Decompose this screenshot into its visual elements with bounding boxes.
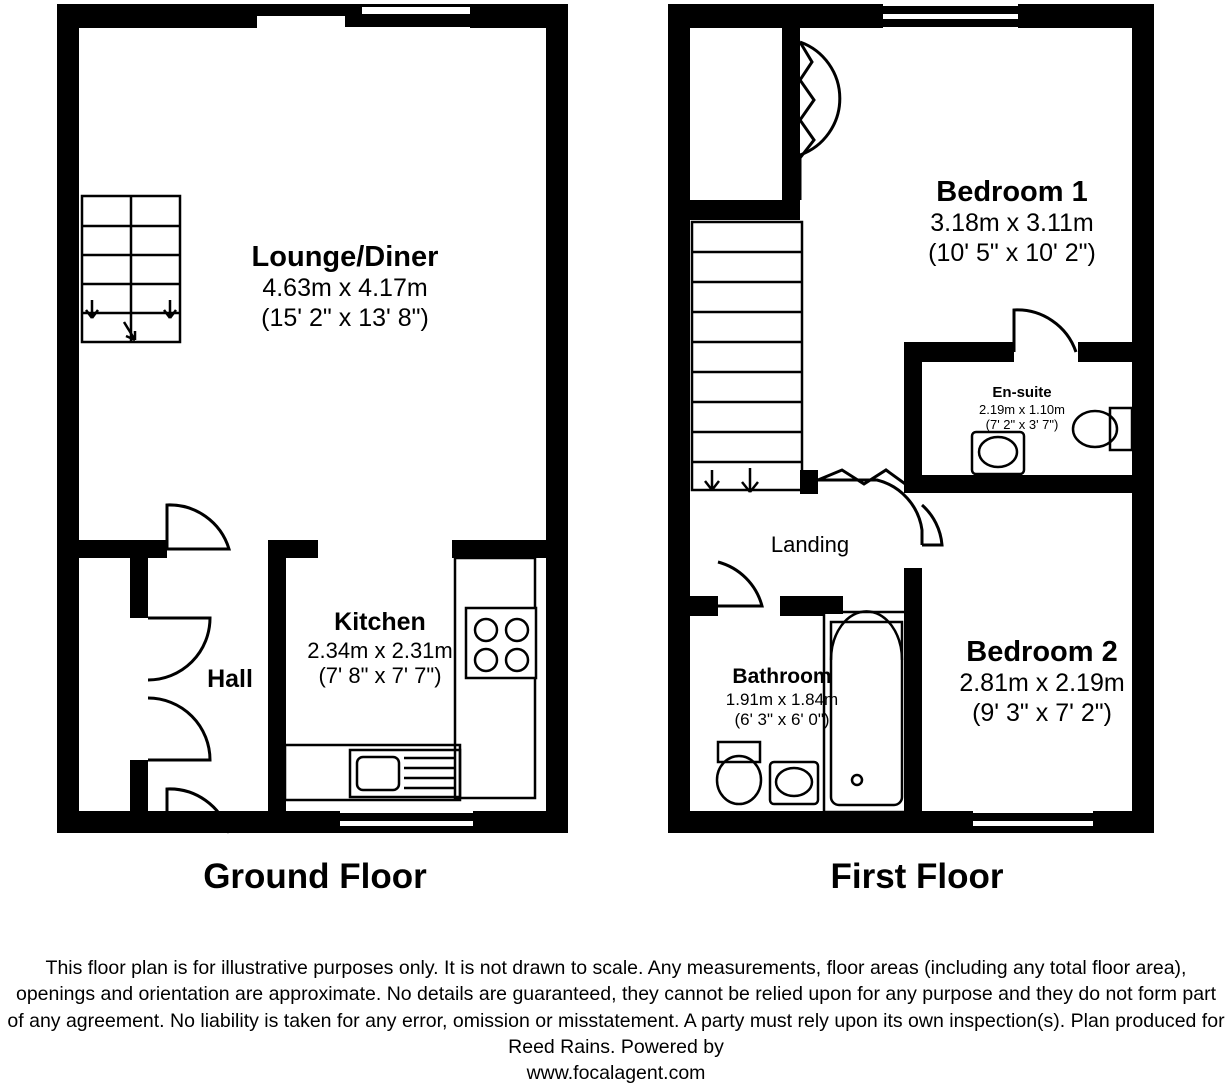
room-dimensions-imperial: (6' 3" x 6' 0") bbox=[734, 709, 830, 729]
room-dimensions-metric: 4.63m x 4.17m bbox=[262, 274, 428, 303]
disclaimer-text: This floor plan is for illustrative purposes only. It is not drawn to scale. Any measurements, floor areas (including any total floor area), openings and orientation are approximate. No details are guaranteed, they cannot be relied upon for any purpose and they do not form part of any agreement. No liability is taken for any error, omission or misstatement. A party must rely upon its own inspection(s). Plan produced for Reed Rains. Powered by bbox=[7, 957, 1225, 1058]
room-label-lounge-diner bbox=[180, 240, 510, 333]
room-name: Kitchen bbox=[334, 608, 426, 636]
room-name: Lounge/Diner bbox=[251, 241, 439, 273]
room-name: Hall bbox=[207, 665, 253, 693]
first-floor-title: First Floor bbox=[830, 857, 1004, 896]
room-dimensions-imperial: (15' 2" x 13' 8") bbox=[261, 303, 429, 332]
room-dimensions-imperial: (10' 5" x 10' 2") bbox=[928, 238, 1096, 267]
ground-floor-title: Ground Floor bbox=[203, 857, 427, 896]
room-dimensions-metric: 2.34m x 2.31m bbox=[307, 637, 453, 663]
room-dimensions-metric: 2.19m x 1.10m bbox=[979, 401, 1065, 417]
room-dimensions-metric: 2.81m x 2.19m bbox=[959, 669, 1125, 698]
room-name: Bedroom 1 bbox=[936, 176, 1088, 208]
room-label-bedroom-1 bbox=[867, 175, 1157, 268]
room-dimensions-imperial: (7' 2" x 3' 7") bbox=[985, 417, 1059, 433]
room-dimensions-imperial: (7' 8" x 7' 7") bbox=[318, 663, 442, 689]
first-floor-plan bbox=[632, 0, 1232, 896]
room-name: Bedroom 2 bbox=[966, 636, 1118, 668]
room-name: En-suite bbox=[992, 384, 1052, 401]
room-label-bedroom-2 bbox=[927, 635, 1157, 728]
disclaimer-website: www.focalagent.com bbox=[526, 1062, 706, 1085]
room-name: Landing bbox=[770, 532, 850, 557]
room-dimensions-imperial: (9' 3" x 7' 2") bbox=[972, 698, 1112, 727]
ground-floor-drawing bbox=[0, 0, 600, 860]
room-label-en-suite bbox=[942, 384, 1102, 432]
room-name: Bathroom bbox=[732, 665, 832, 688]
room-label-landing bbox=[710, 532, 910, 558]
disclaimer bbox=[0, 955, 1232, 1087]
ground-floor-plan bbox=[0, 0, 600, 896]
room-dimensions-metric: 1.91m x 1.84m bbox=[725, 689, 839, 709]
room-label-hall bbox=[160, 665, 300, 695]
room-label-kitchen bbox=[285, 608, 475, 689]
room-label-bathroom bbox=[692, 665, 872, 730]
room-dimensions-metric: 3.18m x 3.11m bbox=[930, 209, 1094, 238]
first-floor-drawing bbox=[632, 0, 1232, 860]
